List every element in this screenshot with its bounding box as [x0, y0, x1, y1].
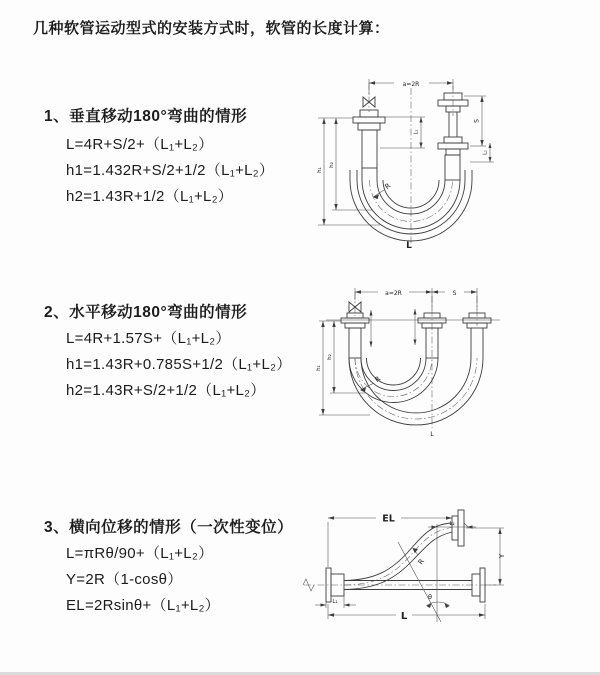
- dim-label-el: EL: [382, 513, 395, 525]
- dim-label-l2: L₂: [482, 150, 489, 155]
- length-label: L: [406, 241, 412, 251]
- page-title: 几种软管运动型式的安装方式时，软管的长度计算：: [33, 20, 390, 37]
- section-3-formula-L: L=πRθ/90+（L₁+L₂）: [66, 545, 214, 562]
- dim-label-a2r: a=2R: [385, 289, 402, 297]
- section-2-formula-h2: h2=1.43R+S/2+1/2（L₁+L₂）: [66, 382, 266, 399]
- dim-label-h1: h₁: [316, 365, 322, 371]
- section-1-formula-L: L=4R+S/2+（L₁+L₂）: [66, 136, 214, 153]
- dim-label-s: S: [473, 119, 481, 123]
- dim-label-y: Y: [498, 553, 506, 559]
- dim-label-a2r: a=2R: [402, 80, 420, 88]
- section-1-heading: 1、垂直移动180°弯曲的情形: [44, 108, 248, 125]
- dim-label-l2: L₂: [449, 521, 455, 527]
- section-2-formula-L: L=4R+1.57S+（L₁+L₂）: [66, 330, 231, 347]
- dim-label-h2: h₂: [329, 162, 335, 168]
- dim-label-l: L: [400, 611, 408, 622]
- radius-label: R: [383, 181, 393, 192]
- dim-label-l1: L₁: [413, 129, 420, 135]
- section-1-formula-h2: h2=1.43R+1/2（L₁+L₂）: [66, 188, 234, 205]
- section-3-heading: 3、横向位移的情形（一次性变位）: [44, 519, 294, 536]
- dim-label-h1: h₁: [317, 167, 323, 173]
- dim-label-s: S: [452, 289, 457, 297]
- length-label: L: [430, 430, 434, 438]
- theta-label: θ: [428, 593, 432, 601]
- dim-label-l1: L₁: [332, 599, 338, 605]
- section-2-heading: 2、水平移动180°弯曲的情形: [44, 304, 248, 321]
- section-3-formula-EL: EL=2Rsinθ+（L₁+L₂）: [66, 597, 220, 614]
- radius-label: R: [416, 557, 427, 567]
- section-3-formula-Y: Y=2R（1-cosθ）: [66, 571, 183, 588]
- diagram-lateral-displacement: [300, 498, 510, 638]
- section-2-formula-h1: h1=1.43R+0.785S+1/2（L₁+L₂）: [66, 356, 292, 373]
- dim-label-h2: h₂: [327, 354, 333, 360]
- section-1-formula-h1: h1=1.432R+S/2+1/2（L₁+L₂）: [66, 162, 275, 179]
- diagram-vertical-180-bend: [310, 70, 510, 258]
- radius-label: R: [373, 374, 383, 385]
- diagram-horizontal-180-bend: [310, 280, 520, 440]
